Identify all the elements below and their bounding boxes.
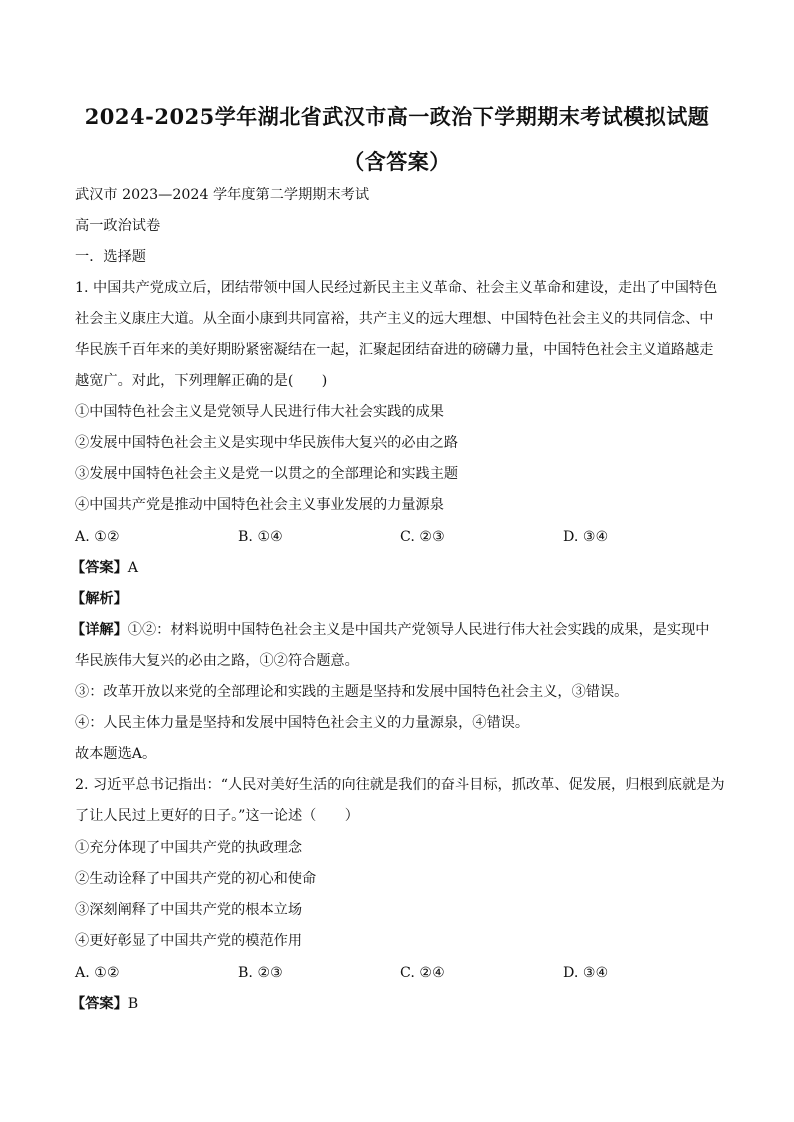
exam-name: 高一政治试卷	[75, 218, 161, 234]
detail-label: 【详解】	[71, 622, 128, 638]
q1-option-b: B. ①④	[238, 529, 283, 545]
q1-stem-line: 1. 中国共产党成立后，团结带领中国人民经过新民主主义革命、社会主义革命和建设，走出了中国特色	[75, 280, 718, 296]
q2-statement: ③深刻阐释了中国共产党的根本立场	[75, 902, 303, 918]
q2-statement: ④更好彰显了中国共产党的模范作用	[75, 933, 303, 949]
q1-option-a: A. ①②	[75, 529, 120, 545]
q1-analysis-label: 【解析】	[71, 591, 128, 607]
q2-option-c: C. ②④	[400, 965, 445, 981]
q1-option-c: C. ②③	[400, 529, 445, 545]
q2-option-d: D. ③④	[563, 965, 609, 981]
q1-detail-line: 华民族伟大复兴的必由之路，①②符合题意。	[75, 653, 359, 669]
q2-statement: ②生动诠释了中国共产党的初心和使命	[75, 871, 317, 887]
answer-value: B	[127, 996, 139, 1012]
q1-statement: ④中国共产党是推动中国特色社会主义事业发展的力量源泉	[75, 497, 444, 513]
q1-stem-line: 越宽广。对此，下列理解正确的是( )	[75, 373, 328, 389]
q2-statement: ①充分体现了中国共产党的执政理念	[75, 840, 303, 856]
section-heading: 一．选择题	[75, 249, 146, 265]
q2-answer	[71, 994, 721, 1014]
answer-label: 【答案】	[71, 560, 128, 576]
q1-detail-line: ③：改革开放以来党的全部理论和实践的主题是坚持和发展中国特色社会主义，③错误。	[75, 684, 629, 700]
q1-statement: ②发展中国特色社会主义是实现中华民族伟大复兴的必由之路	[75, 435, 459, 451]
q1-answer	[71, 558, 721, 578]
document-subtitle: （含答案）	[343, 149, 451, 174]
answer-value: A	[127, 560, 139, 576]
q1-stem-line: 华民族千百年来的美好期盼紧密凝结在一起，汇聚起团结奋进的磅礴力量，中国特色社会主义道路越走	[75, 342, 714, 358]
q2-option-b: B. ②③	[238, 965, 283, 981]
q1-statement: ③发展中国特色社会主义是党一以贯之的全部理论和实践主题	[75, 466, 459, 482]
q1-detail-line: ④：人民主体力量是坚持和发展中国特色社会主义的力量源泉，④错误。	[75, 715, 530, 731]
q1-statement: ①中国特色社会主义是党领导人民进行伟大社会实践的成果	[75, 404, 444, 420]
q2-option-a: A. ①②	[75, 965, 120, 981]
q2-stem-line: 了让人民过上更好的日子。”这一论述（ ）	[75, 808, 359, 824]
q2-stem-line: 2. 习近平总书记指出：“人民对美好生活的向往就是我们的奋斗目标，抓改革、促发展，归根到底就是为	[75, 777, 725, 793]
detail-text: ①②：材料说明中国特色社会主义是中国共产党领导人民进行伟大社会实践的成果，是实现中	[127, 622, 710, 638]
answer-label: 【答案】	[71, 996, 128, 1012]
q1-option-d: D. ③④	[563, 529, 609, 545]
document-title: 2024-2025学年湖北省武汉市高一政治下学期期末考试模拟试题	[84, 104, 710, 129]
q1-conclusion: 故本题选A。	[75, 746, 157, 762]
q1-stem-line: 社会主义康庄大道。从全面小康到共同富裕，共产主义的远大理想、中国特色社会主义的共同信念、中	[75, 311, 714, 327]
exam-header: 武汉市 2023—2024 学年度第二学期期末考试	[75, 187, 370, 203]
q1-detail-line	[71, 620, 721, 640]
